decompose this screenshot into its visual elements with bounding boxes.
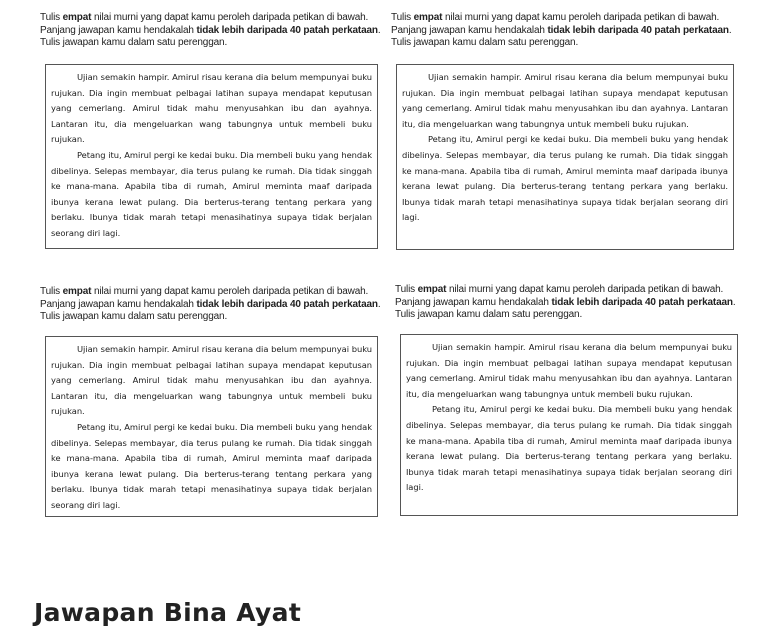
- section-heading: Jawapan Bina Ayat: [34, 598, 302, 627]
- passage-paragraph-1: Ujian semakin hampir. Amirul risau kerana dia belum mempunyai buku rujukan. Dia ingin membuat pelbagai latihan supaya mendapat keputusan yang cemerlang. Amirul tidak mahu menyusahkan ibu dan ayahnya. Lantaran itu, dia mengeluarkan wang tabungnya untuk membeli buku rujukan.: [402, 72, 728, 129]
- instruction-text: Tulis empat nilai murni yang dapat kamu peroleh daripada petikan di bawah. Panjang jawapan kamu hendakalah tidak lebih daripada 40 patah perkataan. Tulis jawapan kamu dalam satu perenggan.: [391, 12, 732, 48]
- passage-paragraph-2: Petang itu, Amirul pergi ke kedai buku. Dia membeli buku yang hendak dibelinya. Selepas membayar, dia terus pulang ke rumah. Dia tidak singgah ke mana-mana. Apabila tiba di rumah, Amirul meminta maaf daripada ibunya kerana lewat pulang. Dia berterus-terang tentang perkara yang berlaku. Ibunya tidak marah tetapi menasihatinya supaya tidak berjalan seorang diri lagi.: [51, 421, 372, 510]
- passage-paragraph-1: Ujian semakin hampir. Amirul risau kerana dia belum mempunyai buku rujukan. Dia ingin membuat pelbagai latihan supaya mendapat keputusan yang cemerlang. Amirul tidak mahu menyusahkan ibu dan ayahnya. Lantaran itu, dia mengeluarkan wang tabungnya untuk membeli buku rujukan.: [406, 342, 732, 399]
- passage-paragraph-1: Ujian semakin hampir. Amirul risau kerana dia belum mempunyai buku rujukan. Dia ingin membuat pelbagai latihan supaya mendapat keputusan yang cemerlang. Amirul tidak mahu menyusahkan ibu dan ayahnya. Lantaran itu, dia mengeluarkan wang tabungnya untuk membeli buku rujukan.: [51, 72, 372, 145]
- instruction-text: Tulis empat nilai murni yang dapat kamu peroleh daripada petikan di bawah. Panjang jawapan kamu hendakalah tidak lebih daripada 40 patah perkataan. Tulis jawapan kamu dalam satu perenggan.: [395, 284, 736, 320]
- worksheet-card-2: [391, 12, 741, 50]
- worksheet-card-1: [40, 12, 390, 50]
- worksheet-card-4: [395, 284, 745, 322]
- passage-box-3: [45, 336, 378, 517]
- passage-paragraph-2: Petang itu, Amirul pergi ke kedai buku. Dia membeli buku yang hendak dibelinya. Selepas membayar, dia terus pulang ke rumah. Dia tidak singgah ke mana-mana. Apabila tiba di rumah, Amirul meminta maaf daripada ibunya kerana lewat pulang. Dia berterus-terang tentang perkara yang berlaku. Ibunya tidak marah tetapi menasihatinya supaya tidak berjalan seorang diri lagi.: [51, 149, 372, 238]
- passage-box-1: [45, 64, 378, 249]
- worksheet-card-3: [40, 286, 390, 324]
- instruction-text: Tulis empat nilai murni yang dapat kamu peroleh daripada petikan di bawah. Panjang jawapan kamu hendakalah tidak lebih daripada 40 patah perkataan. Tulis jawapan kamu dalam satu perenggan.: [40, 12, 381, 48]
- passage-box-2: [396, 64, 734, 250]
- passage-paragraph-1: Ujian semakin hampir. Amirul risau kerana dia belum mempunyai buku rujukan. Dia ingin membuat pelbagai latihan supaya mendapat keputusan yang cemerlang. Amirul tidak mahu menyusahkan ibu dan ayahnya. Lantaran itu, dia mengeluarkan wang tabungnya untuk membeli buku rujukan.: [51, 344, 372, 417]
- passage-paragraph-2: Petang itu, Amirul pergi ke kedai buku. Dia membeli buku yang hendak dibelinya. Selepas membayar, dia terus pulang ke rumah. Dia tidak singgah ke mana-mana. Apabila tiba di rumah, Amirul meminta maaf daripada ibunya kerana lewat pulang. Dia berterus-terang tentang perkara yang berlaku. Ibunya tidak marah tetapi menasihatinya supaya tidak berjalan seorang diri lagi.: [406, 404, 732, 493]
- passage-box-4: [400, 334, 738, 516]
- passage-paragraph-2: Petang itu, Amirul pergi ke kedai buku. Dia membeli buku yang hendak dibelinya. Selepas membayar, dia terus pulang ke rumah. Dia tidak singgah ke mana-mana. Apabila tiba di rumah, Amirul meminta maaf daripada ibunya kerana lewat pulang. Dia berterus-terang tentang perkara yang berlaku. Ibunya tidak marah tetapi menasihatinya supaya tidak berjalan seorang diri lagi.: [402, 134, 728, 223]
- instruction-text: Tulis empat nilai murni yang dapat kamu peroleh daripada petikan di bawah. Panjang jawapan kamu hendakalah tidak lebih daripada 40 patah perkataan. Tulis jawapan kamu dalam satu perenggan.: [40, 286, 381, 322]
